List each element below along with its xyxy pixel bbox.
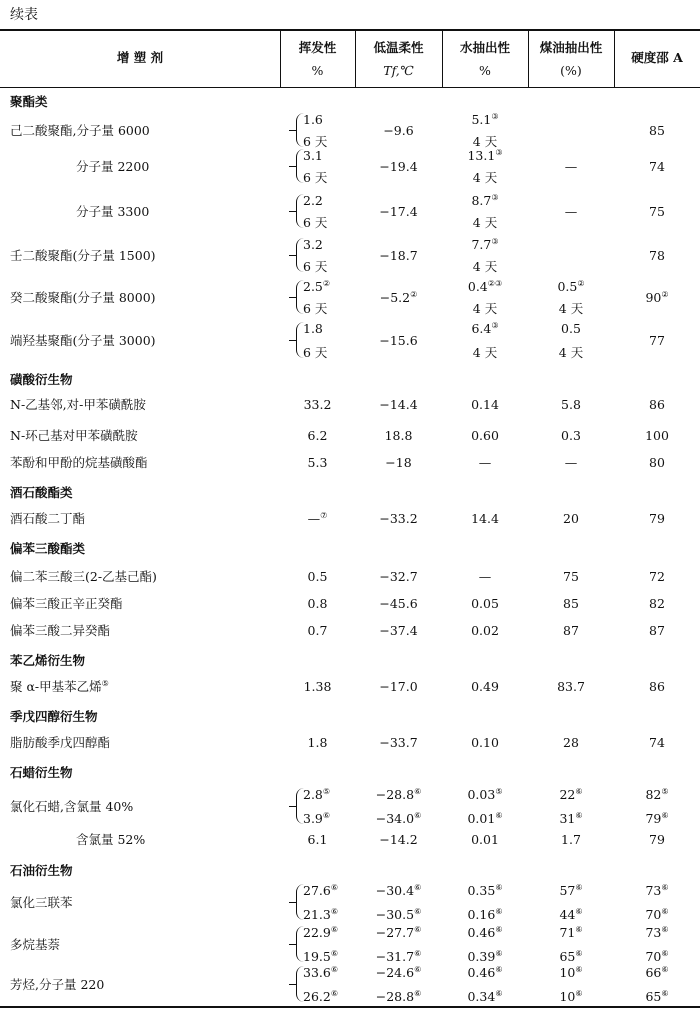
cell-hard: 86 [649,679,665,694]
cell-hard: 85 [649,123,665,138]
row-label: 分子量 2200 [76,159,150,174]
cell-water: 0.05 [471,596,499,611]
cell-water: — [478,569,492,584]
cell-vol: 5.3 [307,455,328,470]
cell-vol: 33.2 [303,397,332,412]
row-label: 端羟基聚酯(分子量 3000) [10,333,156,348]
cell-low: 18.8 [384,428,413,443]
cell-water: 0.01⑥ [467,810,503,826]
cell-kero: 75 [563,569,579,584]
header-low-temp [355,36,442,82]
cell-vol: 6 天 [303,345,328,360]
cell-water: 5.1③ [471,111,499,127]
cell-water: 4 天 [472,170,498,185]
row-label: 芳烃,分子量 220 [10,977,105,992]
cell-water: 7.7③ [471,236,499,252]
cell-kero: — [564,204,578,219]
cell-water: 0.10 [471,735,499,750]
cell-low: −31.7⑥ [375,948,422,964]
cell-low: −14.2 [379,832,418,847]
cell-low: −17.4 [379,204,418,219]
cell-vol: 3.9⑥ [303,810,331,826]
header-low-temp-unit: Tf,℃ [383,63,414,78]
section-heading: 苯乙烯衍生物 [10,653,86,668]
cell-hard: 74 [649,735,665,750]
cell-water: — [478,455,492,470]
cell-hard: 79⑥ [645,810,669,826]
cell-hard: 78 [649,248,665,263]
cell-vol: 6 天 [303,215,328,230]
cell-low: −17.0 [379,679,418,694]
row-label: N-乙基邻,对-甲苯磺酰胺 [10,397,146,412]
top-rule [0,29,700,31]
cell-water: 4 天 [472,301,498,316]
cell-kero: 10⑥ [559,988,583,1004]
header-kerosene [528,36,614,82]
section-heading: 偏苯三酸酯类 [10,541,86,556]
cell-vol: 1.8 [307,735,328,750]
cell-kero: 0.3 [561,428,581,443]
cell-kero: 5.8 [561,397,581,412]
cell-hard: 82 [649,596,665,611]
cell-vol: 27.6⑥ [303,882,339,898]
cell-vol: 6 天 [303,259,328,274]
cell-hard: 79 [649,832,665,847]
row-label: 氯化三联苯 [10,895,73,910]
cell-vol: 0.5 [307,569,328,584]
cell-water: 4 天 [472,215,498,230]
cell-vol: 0.7 [307,623,328,638]
cell-hard: 72 [649,569,665,584]
cell-vol: 2.8⑤ [303,786,331,802]
cell-hard: 100 [645,428,669,443]
cell-water: 0.03⑤ [467,786,503,802]
row-label: 分子量 3300 [76,204,150,219]
cell-vol: 6.1 [307,832,328,847]
cell-hard: 77 [649,333,665,348]
cell-kero: 44⑥ [559,906,583,922]
cell-low: −34.0⑥ [375,810,422,826]
cell-water: 0.34⑥ [467,988,503,1004]
cell-low: −28.8⑥ [375,988,422,1004]
cell-water: 0.4②③ [467,278,503,294]
cell-hard: 70⑥ [645,948,669,964]
cell-low: −33.2 [379,511,418,526]
header-kerosene-unit: (%) [560,63,582,78]
section-heading: 聚酯类 [10,94,48,109]
cell-vol: 2.5② [303,278,331,294]
cell-water: 0.14 [471,397,499,412]
header-volatility-title: 挥发性 [298,40,337,55]
cell-low: −32.7 [379,569,418,584]
cell-hard: 80 [649,455,665,470]
row-label: 脂肪酸季戊四醇酯 [10,735,111,750]
section-heading: 季戊四醇衍生物 [10,709,98,724]
row-label: 癸二酸聚酯(分子量 8000) [10,290,156,305]
cell-hard: 79 [649,511,665,526]
header-kerosene-title: 煤油抽出性 [539,40,603,55]
cell-kero: 4 天 [558,301,584,316]
cell-kero: 65⑥ [559,948,583,964]
header-volatility [280,36,355,82]
cell-vol: 33.6⑥ [303,964,339,980]
cell-water: 0.39⑥ [467,948,503,964]
cell-vol: 22.9⑥ [303,924,339,940]
cell-vol: 1.38 [303,679,332,694]
cell-hard: 65⑥ [645,988,669,1004]
row-label: 己二酸聚酯,分子量 6000 [10,123,150,138]
cell-water: 13.1③ [467,147,503,163]
row-label: 偏苯三酸正辛正癸酯 [10,596,123,611]
cell-water: 0.46⑥ [467,964,503,980]
cell-kero: 31⑥ [559,810,583,826]
cell-water: 8.7③ [471,192,499,208]
row-label: 偏二苯三酸三(2-乙基己酯) [10,569,157,584]
header-rule [0,87,700,88]
bottom-rule [0,1006,700,1008]
cell-kero: 1.7 [561,832,581,847]
cell-water: 4 天 [472,134,498,149]
cell-water: 0.01 [471,832,499,847]
cell-vol: 0.8 [307,596,328,611]
header-low-temp-title: 低温柔性 [373,40,424,55]
cell-hard: 73⑥ [645,924,669,940]
cell-water: 14.4 [471,511,499,526]
header-water-title: 水抽出性 [459,40,510,55]
cell-vol: 26.2⑥ [303,988,339,1004]
cell-hard: 87 [649,623,665,638]
cell-water: 0.16⑥ [467,906,503,922]
cell-water: 0.02 [471,623,499,638]
header-volatility-unit: % [311,63,324,78]
cell-low: −37.4 [379,623,418,638]
cell-vol: 1.6 [303,112,323,127]
cell-vol: 6 天 [303,301,328,316]
cell-water: 4 天 [472,259,498,274]
header-water [442,36,528,82]
cell-vol: 3.1 [303,148,323,163]
cell-kero: 20 [563,511,579,526]
section-heading: 石油衍生物 [10,863,73,878]
cell-water: 0.49 [471,679,499,694]
cell-hard: 74 [649,159,665,174]
section-heading: 石蜡衍生物 [10,765,73,780]
cell-kero: 57⑥ [559,882,583,898]
cell-low: −24.6⑥ [375,964,422,980]
cell-kero: 28 [563,735,579,750]
cell-vol: 2.2 [303,193,323,208]
cell-vol: 19.5⑥ [303,948,339,964]
row-label: 苯酚和甲酚的烷基磺酸酯 [10,455,148,470]
cell-low: −9.6 [383,123,414,138]
cell-vol: —⑦ [307,510,328,526]
section-heading: 磺酸衍生物 [10,372,73,387]
cell-water: 6.4③ [471,320,499,336]
cell-low: −15.6 [379,333,418,348]
cell-low: −19.4 [379,159,418,174]
cell-kero: 83.7 [557,679,585,694]
row-label: 壬二酸聚酯(分子量 1500) [10,248,156,263]
cell-hard: 73⑥ [645,882,669,898]
cell-kero: — [564,455,578,470]
cell-low: −18.7 [379,248,418,263]
cell-hard: 82⑤ [645,786,669,802]
row-label: N-环己基对甲苯磺酰胺 [10,428,138,443]
cell-low: −33.7 [379,735,418,750]
cell-hard: 90② [645,289,669,305]
cell-kero: 0.5② [557,278,585,294]
cell-hard: 66⑥ [645,964,669,980]
cell-water: 0.60 [471,428,499,443]
cell-vol: 3.2 [303,237,323,252]
cell-low: −45.6 [379,596,418,611]
cell-kero: 87 [563,623,579,638]
header-water-unit: % [479,63,491,78]
row-label: 偏苯三酸二异癸酯 [10,623,111,638]
cell-low: −14.4 [379,397,418,412]
table-caption: 续表 [10,7,38,23]
row-label: 含氯量 52% [76,832,146,847]
cell-kero: — [564,159,578,174]
header-plasticizer: 增 塑 剂 [116,50,164,65]
cell-water: 0.35⑥ [467,882,503,898]
cell-vol: 21.3⑥ [303,906,339,922]
row-label: 多烷基萘 [10,937,61,952]
cell-low: −28.8⑥ [375,786,422,802]
cell-kero: 0.5 [561,321,581,336]
cell-vol: 6 天 [303,170,328,185]
cell-hard: 86 [649,397,665,412]
cell-water: 4 天 [472,345,498,360]
row-label: 氯化石蜡,含氯量 40% [10,799,134,814]
cell-low: −18 [385,455,412,470]
cell-kero: 22⑥ [559,786,583,802]
cell-vol: 1.8 [303,321,323,336]
cell-low: −30.5⑥ [375,906,422,922]
cell-vol: 6.2 [307,428,328,443]
cell-low: −5.2② [379,289,418,305]
cell-hard: 75 [649,204,665,219]
row-label: 聚 α-甲基苯乙烯⑤ [10,678,109,694]
cell-kero: 85 [563,596,579,611]
cell-kero: 4 天 [558,345,584,360]
header-hardness: 硬度邵 A [631,50,683,65]
cell-low: −30.4⑥ [375,882,422,898]
cell-low: −27.7⑥ [375,924,422,940]
cell-water: 0.46⑥ [467,924,503,940]
row-label: 酒石酸二丁酯 [10,511,86,526]
cell-vol: 6 天 [303,134,328,149]
cell-kero: 10⑥ [559,964,583,980]
section-heading: 酒石酸酯类 [10,485,73,500]
cell-hard: 70⑥ [645,906,669,922]
cell-kero: 71⑥ [559,924,583,940]
